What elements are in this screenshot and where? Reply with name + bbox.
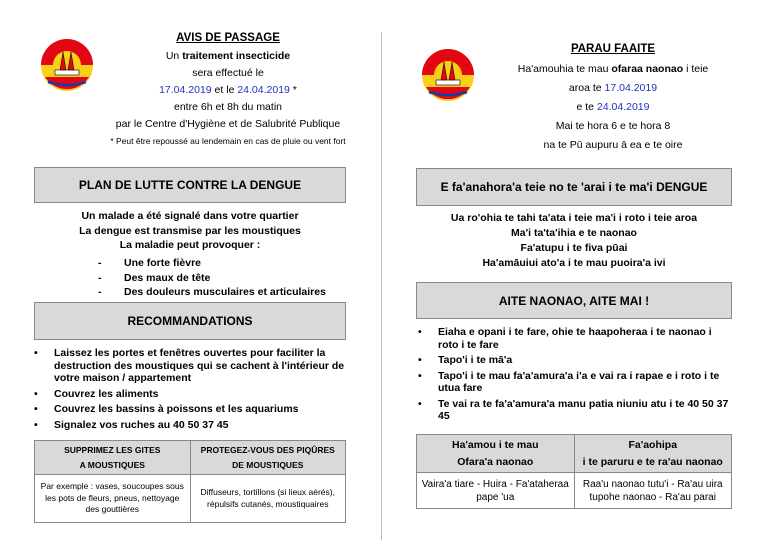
recommendation-list (30, 347, 350, 434)
symptom-item: - Une forte fièvre (98, 256, 358, 271)
recommendations-box: AITE NAONAO, AITE MAI ! (416, 282, 732, 319)
plan-line: La dengue est transmise par les moustiques (79, 224, 301, 237)
recommendation-item: • Tapo'i i te mau fa'a'amura'a i'a e vai ra i rapae e i roto i te utua fare (414, 370, 734, 395)
plan-line: Un malade a été signalé dans votre quartier (81, 210, 299, 222)
date-line: e te 24.04.2019 (576, 101, 650, 113)
date-second: 24.04.2019 (237, 84, 290, 96)
plan-line: Ha'amāuiui ato'a i te mau puoira'a ivi (482, 257, 666, 269)
date-second: 24.04.2019 (596, 101, 650, 113)
plan-info (34, 209, 346, 253)
hours-line: entre 6h et 8h du matin (174, 101, 282, 113)
table-header-cell: PROTEGEZ-VOUS DES PIQÛRES DE MOUSTIQUES (190, 441, 346, 475)
french-polynesia-emblem-icon (421, 48, 475, 102)
dates-line: 17.04.2019 et le 24.04.2019 * (159, 84, 297, 96)
recommendation-item: • Laissez les portes et fenêtres ouvertes pour faciliter la destruction des moustiques qui se cachent à l'intérieur de votre maison / appartement (30, 347, 350, 385)
recommendation-item: • Tapo'i i te mā'a (414, 354, 734, 367)
treatment-line: Ha'amouhia te mau ofaraa naonao i teie (517, 63, 709, 75)
table-header-cell: Ha'amou i te mau Ofara'a naonao (417, 435, 575, 473)
schedule-line: sera effectué le (192, 67, 264, 79)
table-cell: Vaira'a tiare - Huira - Fa'ataheraa pape 'ua (417, 473, 575, 509)
table-header-cell: SUPPRIMEZ LES GITES A MOUSTIQUES (35, 441, 191, 475)
agency-line: par le Centre d'Hygiène et de Salubrité Publique (115, 118, 341, 130)
tahitian-column (384, 0, 764, 540)
plan-line: Ma'i ta'ta'ihia e te naonao (511, 227, 637, 239)
recommendation-item: • Signalez vos ruches au 40 50 37 45 (30, 419, 350, 432)
french-column (0, 0, 380, 540)
recommendation-item: • Couvrez les bassins à poissons et les aquariums (30, 403, 350, 416)
plan-heading-box: E fa'anahora'a teie no te 'arai i te ma'i DENGUE (416, 168, 732, 206)
recommendation-item: • Couvrez les aliments (30, 388, 350, 401)
notice-title: PARAU FAAITE (570, 43, 656, 55)
plan-line: Fa'atupu i te fiva pūai (520, 242, 628, 254)
mosquito-table (416, 434, 732, 509)
notice-header (488, 40, 738, 155)
french-polynesia-emblem-icon (40, 38, 94, 92)
date-line: aroa te 17.04.2019 (568, 82, 658, 94)
table-cell: Diffuseurs, tortillons (si lieux aérés), répulsifs cutanés, moustiquaires (190, 475, 346, 523)
notice-header (108, 30, 348, 150)
symptom-list (98, 256, 358, 300)
treatment-line: Un traitement insecticide (165, 50, 291, 62)
weather-note: * Peut être repoussé au lendemain en cas de pluie ou vent fort (110, 136, 346, 146)
hours-line: Mai te hora 6 e te hora 8 (555, 120, 671, 132)
agency-line: na te Pū aupuru ā ea e te oire (543, 139, 683, 151)
symptom-item: - Des maux de tête (98, 271, 358, 286)
table-header-cell: Fa'aohipa i te paruru e te ra'au naonao (574, 435, 732, 473)
recommendation-item: • Eiaha e opani i te fare, ohie te haapoheraa i te naonao i roto i te fare (414, 326, 734, 351)
plan-info (416, 211, 732, 271)
mosquito-table (34, 440, 346, 523)
recommendations-box: RECOMMANDATIONS (34, 302, 346, 340)
symptom-item: - Des douleurs musculaires et articulaires (98, 285, 358, 300)
column-divider (381, 32, 382, 540)
table-cell: Raa'u naonao tutu'i - Ra'au uira tupohe naonao - Ra'au parai (574, 473, 732, 509)
recommendation-item: • Te vai ra te fa'a'amura'a manu patia niuniu atu i te 40 50 37 45 (414, 398, 734, 423)
table-cell: Par exemple : vases, soucoupes sous les pots de fleurs, pneus, nettoyage des gouttières (35, 475, 191, 523)
recommendation-list (414, 326, 734, 426)
date-first: 17.04.2019 (159, 84, 212, 96)
notice-title: AVIS DE PASSAGE (176, 32, 280, 44)
date-first: 17.04.2019 (604, 82, 658, 94)
plan-line: La maladie peut provoquer : (119, 239, 261, 251)
plan-line: Ua ro'ohia te tahi ta'ata i teie ma'i i roto i teie aroa (450, 212, 698, 224)
plan-heading-box: PLAN DE LUTTE CONTRE LA DENGUE (34, 167, 346, 203)
